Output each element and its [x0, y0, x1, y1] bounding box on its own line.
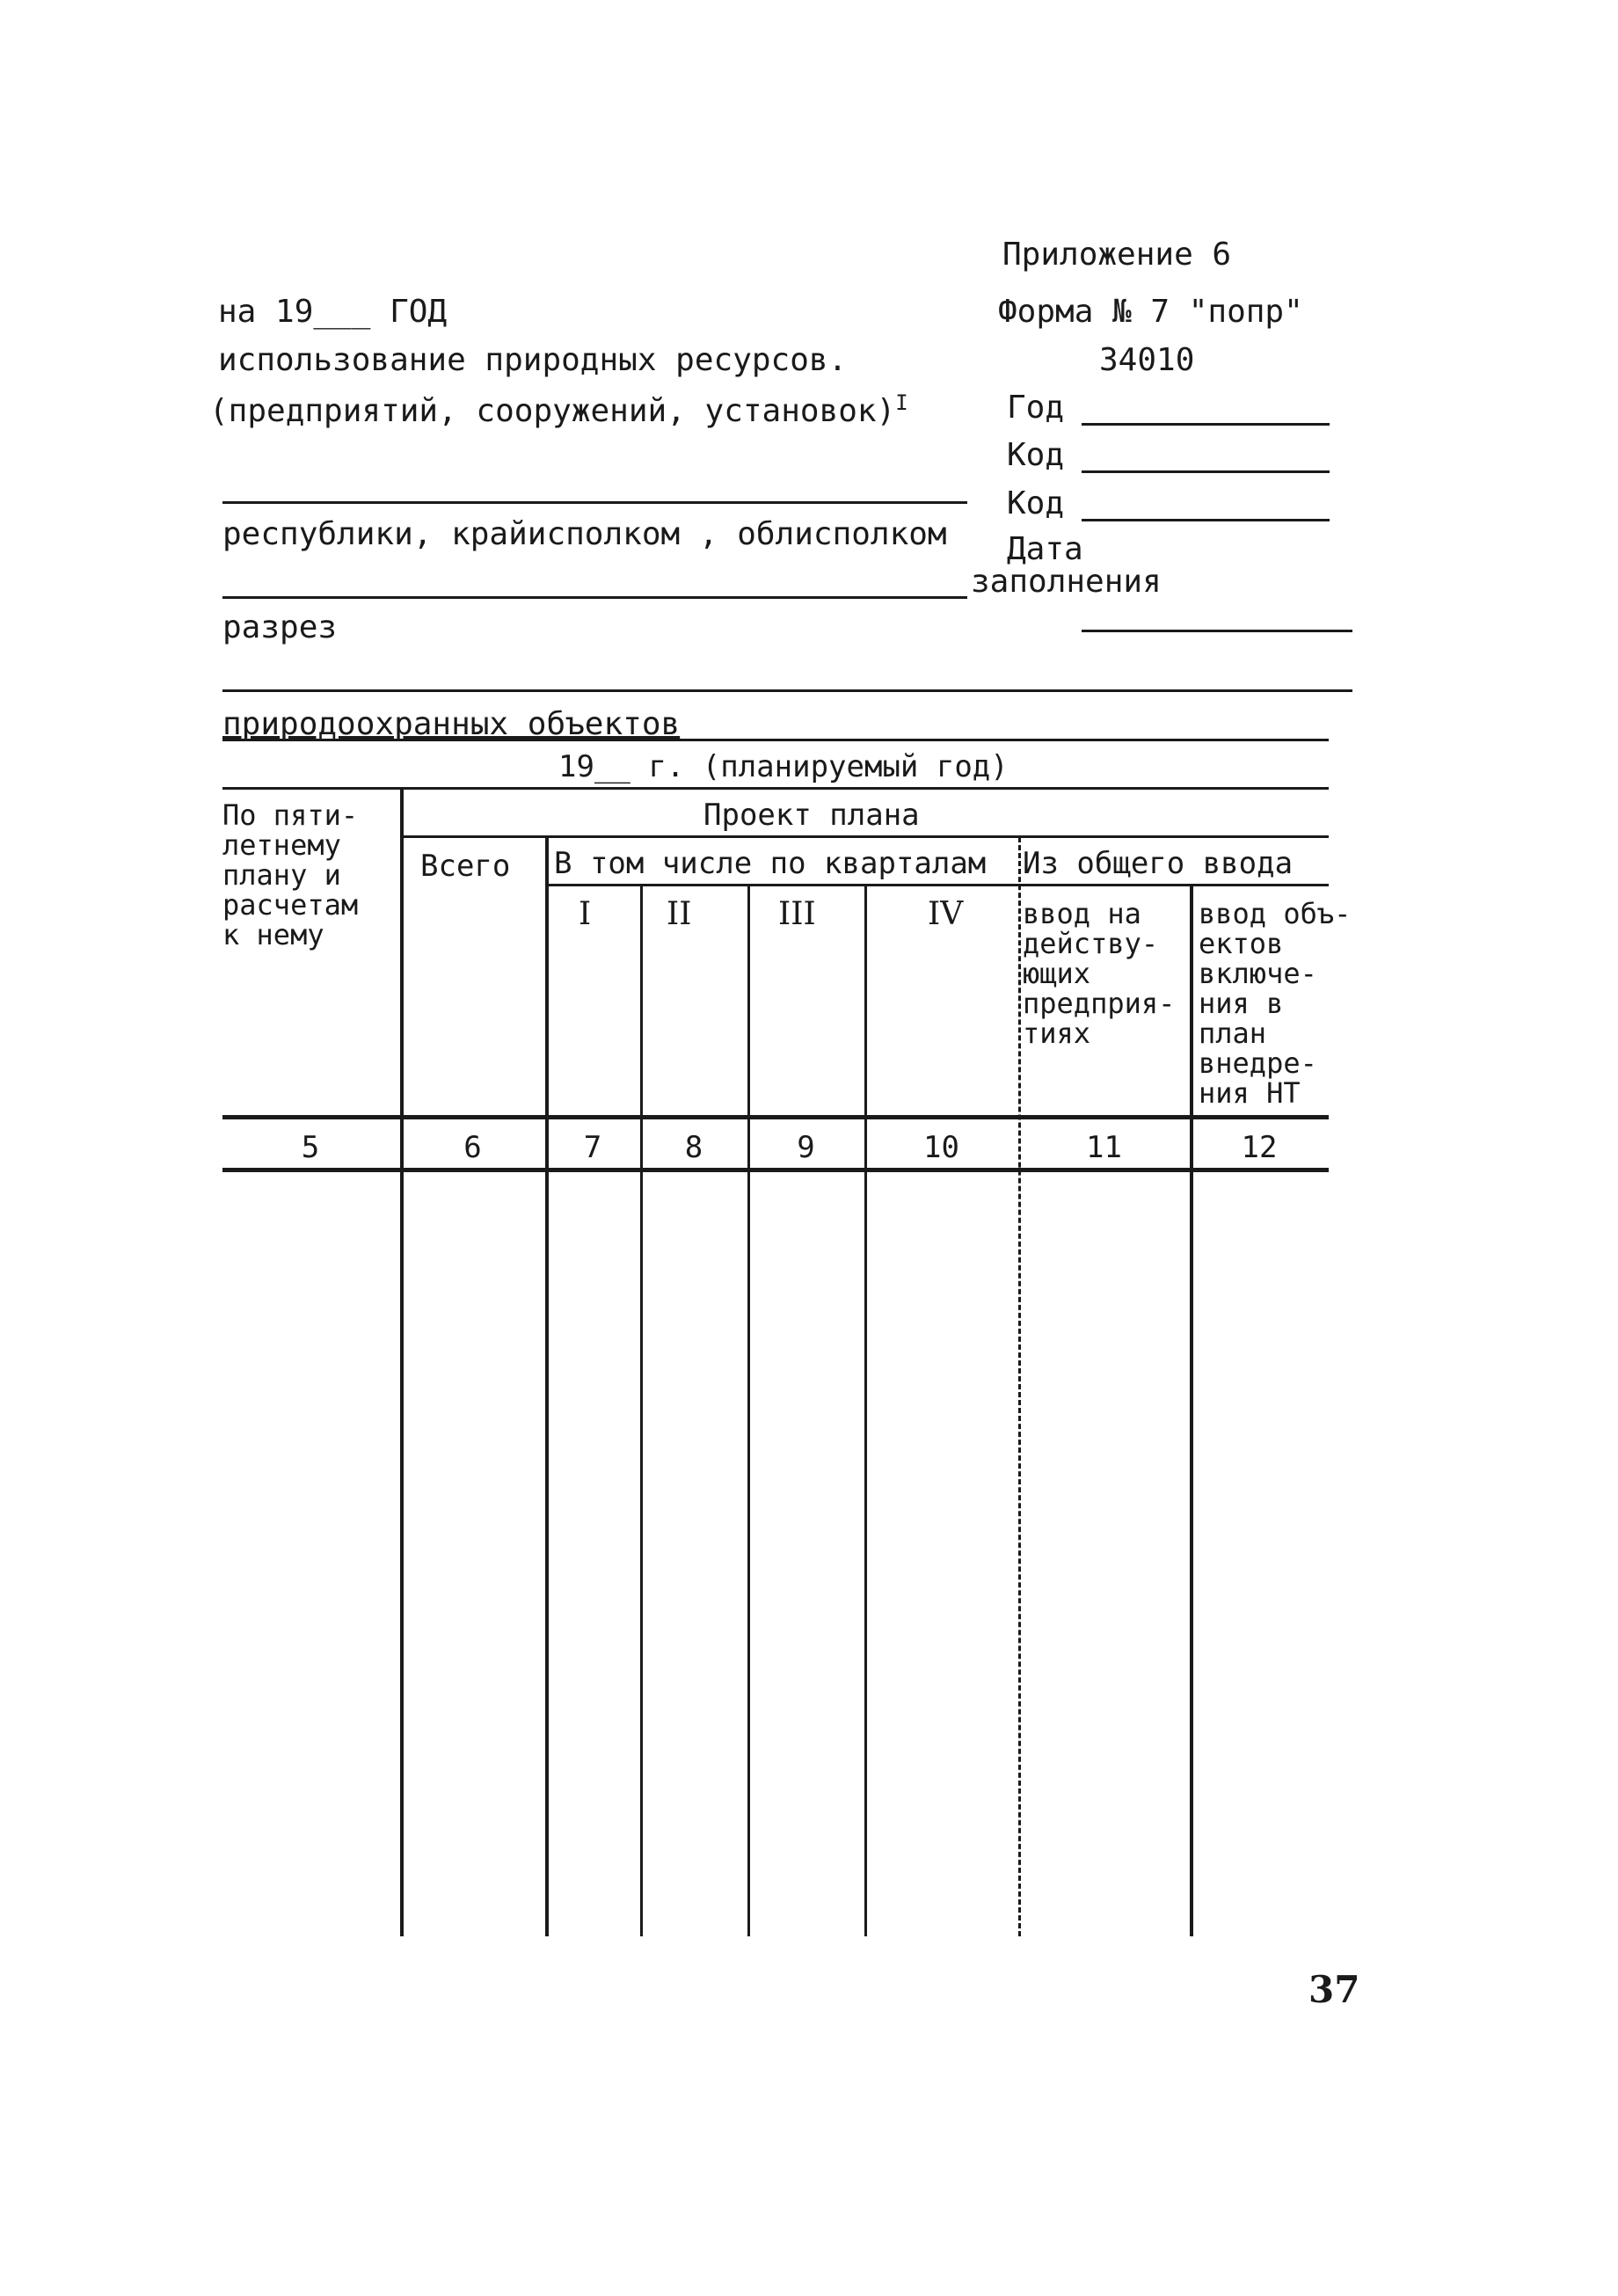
col-number-6: 6 — [463, 1130, 482, 1165]
code2-label: Код — [1007, 485, 1065, 521]
col-number-12: 12 — [1241, 1130, 1278, 1165]
code1-label: Код — [1007, 437, 1065, 473]
date-label-1: Дата — [1007, 531, 1083, 567]
year-label: Год — [1007, 390, 1065, 426]
form-label: Форма № 7 "попр" — [998, 294, 1303, 330]
objects-label: природоохранных объектов — [222, 706, 681, 742]
code1-field-line[interactable] — [1082, 470, 1330, 473]
col-divider-7 — [1190, 886, 1193, 1936]
five-year-plan-header: По пяти- летнему плану и расчетам к нему — [222, 798, 359, 951]
project-plan-header: Проект плана — [703, 798, 920, 833]
number-row-bottom-line — [222, 1168, 1329, 1172]
quarter-2-header: II — [667, 896, 692, 932]
planned-year-header: 19__ г. (планируемый год) — [558, 749, 1009, 784]
section-label: разрез — [222, 609, 338, 645]
header-bottom-line — [222, 1115, 1329, 1119]
existing-enterprises-header: ввод на действу- ющих предприя- тиях — [1023, 897, 1176, 1050]
page-number: 37 — [1308, 1968, 1360, 2011]
quarter-4-header: IV — [928, 896, 964, 932]
col-divider-2 — [545, 837, 549, 1936]
date-label-2: заполнения — [971, 564, 1162, 600]
blank-line-1[interactable] — [222, 501, 967, 504]
total-header: Всего — [420, 849, 511, 884]
of-total-header: Из общего ввода — [1023, 846, 1294, 881]
code2-field-line[interactable] — [1082, 519, 1330, 521]
nt-plan-header: ввод объ- ектов включе- ния в план внедре- ния НТ — [1199, 897, 1352, 1110]
col-number-9: 9 — [797, 1130, 815, 1165]
col-divider-3 — [640, 886, 643, 1936]
col-number-11: 11 — [1086, 1130, 1122, 1165]
form-code: 34010 — [1099, 342, 1195, 378]
col-divider-1 — [400, 789, 404, 1936]
quarters-header: В том числе по кварталам — [554, 846, 987, 881]
blank-line-2[interactable] — [222, 596, 967, 599]
col-number-7: 7 — [583, 1130, 602, 1165]
appendix-label: Приложение 6 — [1002, 237, 1232, 273]
date-field-line[interactable] — [1082, 630, 1352, 632]
enterprise-subtitle — [209, 392, 908, 427]
table-top-line — [222, 787, 1329, 790]
col-divider-6 — [1018, 837, 1021, 1936]
republic-label: республики, крайисполком , облисполком — [222, 516, 947, 552]
blank-line-3[interactable] — [222, 689, 1352, 692]
resource-use-title: использование природных ресурсов. — [218, 342, 848, 378]
footnote-mark: I — [895, 390, 908, 415]
col-divider-4 — [747, 886, 750, 1936]
col-number-10: 10 — [923, 1130, 959, 1165]
col-divider-5 — [864, 886, 867, 1936]
quarter-1-header: I — [579, 896, 592, 932]
col-number-5: 5 — [301, 1130, 320, 1165]
col-number-8: 8 — [684, 1130, 703, 1165]
year-field-line[interactable] — [1082, 423, 1330, 426]
quarter-3-header: III — [778, 896, 816, 932]
plan-year-title: на 19___ ГОД — [218, 294, 448, 330]
project-plan-line — [400, 835, 1329, 838]
enterprise-subtitle-text: (предприятий, сооружений, установок) — [209, 393, 896, 429]
quarters-line — [545, 884, 1329, 886]
blank-line-4 — [222, 739, 1329, 741]
